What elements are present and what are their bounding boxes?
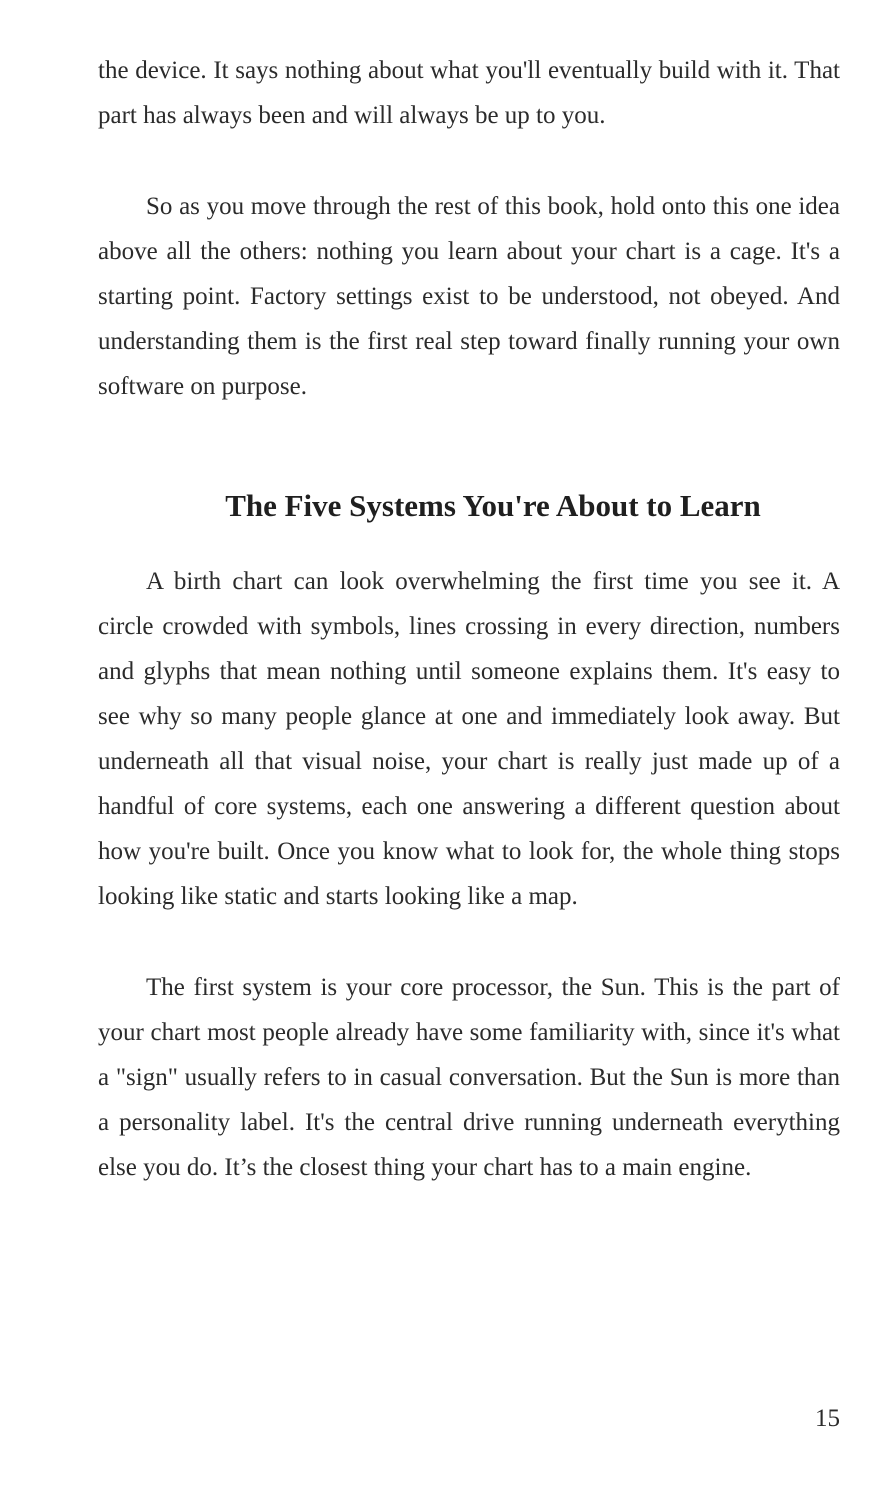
paragraph-sun-system: The first system is your core processor, the Sun. This is the part of your chart most people already have some familiarity with, since it's what a "sign" usually refers to in casual conversation. But the Sun is more than a personality label. It's the central drive running underneath everything else you do. It’s the closest thing your chart has to a main engine. (98, 974, 840, 1181)
book-page (98, 48, 840, 1190)
paragraph-continuation: the device. It says nothing about what you'll eventually build with it. That part has always been and will always be up to you. (98, 57, 840, 129)
section-heading: The Five Systems You're About to Learn (225, 488, 761, 523)
paragraph-birth-chart: A birth chart can look overwhelming the first time you see it. A circle crowded with symbols, lines crossing in every direction, numbers and glyphs that mean nothing until someone explains them. It's easy to see why so many people glance at one and immediately look away. But underneath all that visual noise, your chart is really just made up of a handful of core systems, each one answering a different question about how you're built. Once you know what to look for, the whole thing stops looking like static and starts looking like a map. (98, 568, 840, 910)
page-number: 15 (815, 1405, 840, 1432)
paragraph-factory-settings: So as you move through the rest of this book, hold onto this one idea above all the others: nothing you learn about your chart is a cage. It's a starting point. Factory settings exist to be understood, not obeyed. And understanding them is the first real step toward finally running your own software on purpose. (98, 193, 840, 400)
